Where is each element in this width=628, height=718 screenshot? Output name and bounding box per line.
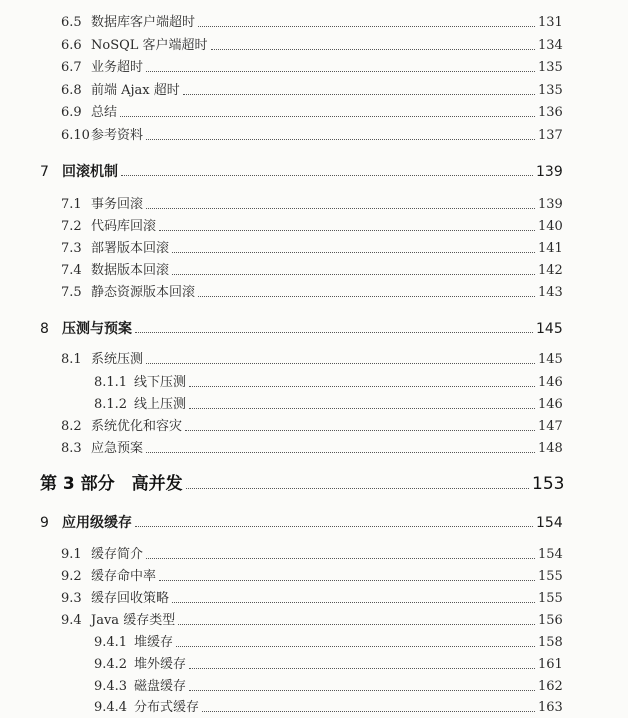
section-title: 参考资料 [91, 128, 144, 143]
toc-entry-6-6 [61, 34, 563, 54]
page-number: 146 [538, 375, 563, 390]
section-number: 9.2 [61, 569, 82, 584]
subsection-number: 9.4.2 [94, 657, 128, 672]
part-title: 第 3 部分 高并发 [40, 474, 183, 494]
page-number: 137 [538, 128, 563, 143]
dot-leader [178, 623, 535, 625]
section-number: 8.3 [61, 441, 82, 456]
page-number: 147 [538, 419, 563, 434]
page-number: 156 [538, 613, 563, 628]
toc-part-3 [40, 470, 565, 494]
toc-entry-8-1-1 [94, 371, 563, 391]
dot-leader [146, 207, 535, 209]
section-title: NoSQL 客户端超时 [91, 38, 208, 53]
page-number: 155 [538, 569, 563, 584]
chapter-number: 9 [40, 515, 49, 531]
dot-leader [172, 273, 535, 275]
section-number: 9.3 [61, 591, 82, 606]
dot-leader [189, 407, 535, 409]
section-number: 7.3 [61, 241, 82, 256]
section-number: 7.2 [61, 219, 82, 234]
page-number: 135 [538, 60, 563, 75]
chapter-title: 应用级缓存 [62, 515, 132, 531]
section-title: Java 缓存类型 [91, 613, 176, 628]
page-number: 140 [538, 219, 563, 234]
subsection-title: 堆外缓存 [134, 657, 187, 672]
section-title: 系统优化和容灾 [91, 419, 183, 434]
chapter-title: 回滚机制 [62, 164, 118, 180]
toc-entry-6-5 [61, 11, 563, 31]
section-title: 缓存简介 [91, 547, 144, 562]
dot-leader [189, 689, 535, 691]
section-title: 数据版本回滚 [91, 263, 170, 278]
page-number: 161 [538, 657, 563, 672]
page-number: 158 [538, 635, 563, 650]
section-number: 6.6 [61, 38, 82, 53]
chapter-number: 8 [40, 321, 49, 337]
dot-leader [172, 601, 535, 603]
section-title: 系统压测 [91, 352, 144, 367]
toc-entry-9-4 [61, 609, 563, 629]
chapter-title: 压测与预案 [62, 321, 132, 337]
toc-entry-8-1 [61, 348, 563, 368]
page-number: 141 [538, 241, 563, 256]
section-title: 业务超时 [91, 60, 144, 75]
section-title: 总结 [91, 105, 118, 120]
section-number: 6.10 [61, 128, 90, 143]
section-title: 数据库客户端超时 [91, 15, 196, 30]
dot-leader [146, 70, 535, 72]
section-number: 8.1 [61, 352, 82, 367]
dot-leader [198, 295, 535, 297]
dot-leader [146, 362, 535, 364]
toc-entry-9-4-3 [94, 675, 563, 695]
toc-entry-7-5 [61, 281, 563, 301]
section-number: 9.4 [61, 613, 82, 628]
toc-entry-9-3 [61, 587, 563, 607]
page-number: 131 [538, 15, 563, 30]
section-number: 8.2 [61, 419, 82, 434]
page-number: 139 [538, 197, 563, 212]
subsection-number: 8.1.2 [94, 397, 128, 412]
page-number: 135 [538, 83, 563, 98]
toc-entry-9-4-2 [94, 653, 563, 673]
dot-leader [159, 229, 535, 231]
section-number: 6.7 [61, 60, 82, 75]
section-title: 缓存命中率 [91, 569, 157, 584]
page-number: 136 [538, 105, 563, 120]
subsection-title: 磁盘缓存 [134, 679, 187, 694]
dot-leader [146, 138, 535, 140]
section-title: 缓存回收策略 [91, 591, 170, 606]
dot-leader [176, 645, 535, 647]
page-number: 154 [536, 515, 563, 531]
section-number: 7.1 [61, 197, 82, 212]
dot-leader [198, 25, 535, 27]
section-title: 代码库回滚 [91, 219, 157, 234]
dot-leader [135, 331, 533, 333]
toc-entry-9-4-4 [94, 696, 563, 716]
page-number: 145 [538, 352, 563, 367]
section-number: 7.4 [61, 263, 82, 278]
dot-leader [159, 579, 535, 581]
dot-leader [120, 115, 535, 117]
toc-chapter-9 [40, 511, 562, 531]
dot-leader [135, 525, 533, 527]
section-title: 前端 Ajax 超时 [91, 83, 180, 98]
subsection-number: 9.4.3 [94, 679, 128, 694]
dot-leader [146, 451, 535, 453]
subsection-title: 线下压测 [134, 375, 187, 390]
section-title: 部署版本回滚 [91, 241, 170, 256]
dot-leader [146, 557, 535, 559]
dot-leader [211, 48, 535, 50]
page-number: 163 [538, 700, 563, 715]
section-number: 6.5 [61, 15, 82, 30]
dot-leader [185, 429, 535, 431]
toc-entry-9-4-1 [94, 631, 563, 651]
dot-leader [189, 385, 535, 387]
subsection-number: 9.4.4 [94, 700, 128, 715]
dot-leader [121, 174, 533, 176]
toc-entry-8-1-2 [94, 393, 563, 413]
section-number: 7.5 [61, 285, 82, 300]
dot-leader [186, 487, 529, 489]
chapter-number: 7 [40, 164, 49, 180]
toc-chapter-7 [40, 160, 562, 180]
toc-entry-7-1 [61, 193, 563, 213]
toc-entry-8-3 [61, 437, 563, 457]
subsection-title: 堆缓存 [134, 635, 174, 650]
toc-entry-6-10 [61, 124, 563, 144]
toc-entry-9-1 [61, 543, 563, 563]
page-number: 145 [536, 321, 563, 337]
section-title: 静态资源版本回滚 [91, 285, 196, 300]
toc-entry-6-7 [61, 56, 563, 76]
page-number: 155 [538, 591, 563, 606]
section-title: 事务回滚 [91, 197, 144, 212]
subsection-title: 线上压测 [134, 397, 187, 412]
page-number: 148 [538, 441, 563, 456]
dot-leader [172, 251, 535, 253]
page-number: 146 [538, 397, 563, 412]
toc-entry-7-3 [61, 237, 563, 257]
toc-entry-7-2 [61, 215, 563, 235]
toc-entry-7-4 [61, 259, 563, 279]
dot-leader [189, 667, 535, 669]
subsection-number: 8.1.1 [94, 375, 128, 390]
toc-entry-6-9 [61, 101, 563, 121]
toc-entry-8-2 [61, 415, 563, 435]
section-number: 6.9 [61, 105, 82, 120]
dot-leader [202, 710, 535, 712]
toc-entry-9-2 [61, 565, 563, 585]
page-number: 139 [536, 164, 563, 180]
page-number: 142 [538, 263, 563, 278]
section-title: 应急预案 [91, 441, 144, 456]
page-number: 153 [532, 474, 565, 494]
section-number: 6.8 [61, 83, 82, 98]
page-number: 134 [538, 38, 563, 53]
page-number: 143 [538, 285, 563, 300]
page-number: 154 [538, 547, 563, 562]
toc-entry-6-8 [61, 79, 563, 99]
dot-leader [183, 93, 535, 95]
section-number: 9.1 [61, 547, 82, 562]
subsection-title: 分布式缓存 [134, 700, 200, 715]
page-number: 162 [538, 679, 563, 694]
subsection-number: 9.4.1 [94, 635, 128, 650]
toc-chapter-8 [40, 317, 562, 337]
